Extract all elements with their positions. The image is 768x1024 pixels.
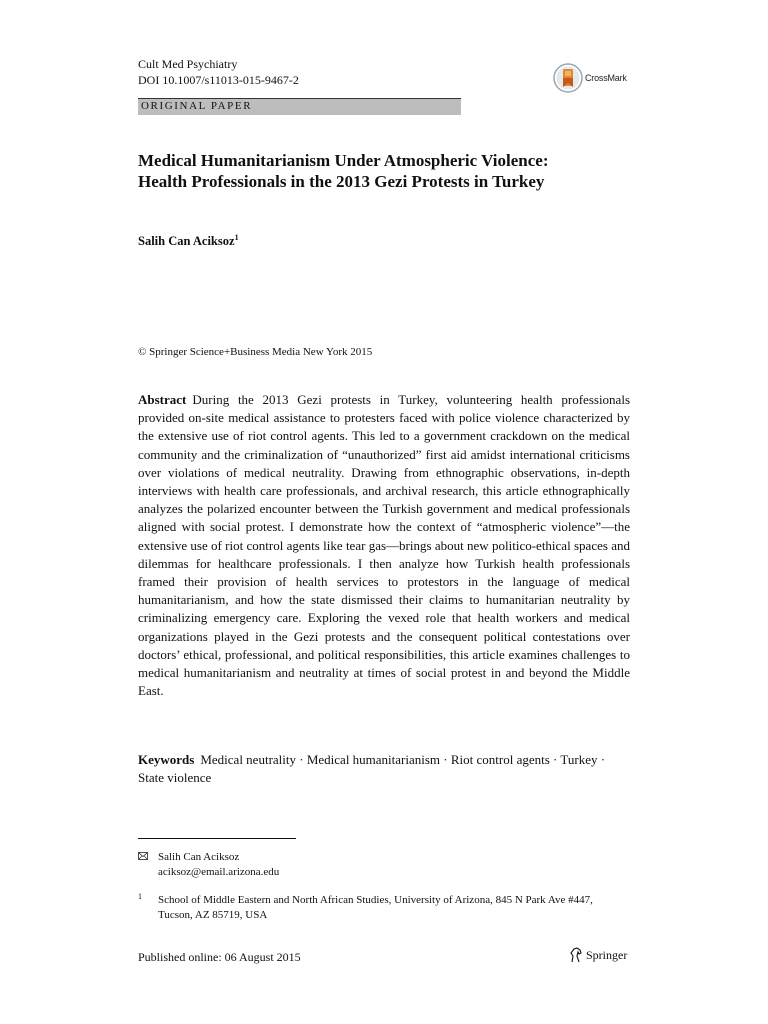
- publisher-logo: [569, 947, 627, 963]
- contact-name: Salih Can Aciksoz: [158, 851, 240, 863]
- footnote-divider: [138, 838, 296, 839]
- abstract-text: During the 2013 Gezi protests in Turkey, volunteering health professionals provided on-site medical assistance to protesters faced with police violence characterized by the extensive use of riot control agents. This led to a government crackdown on the medical community and the criminalization of “unauthorized” first aid amidst international criticisms over violations of medical neutrality. Drawing from ethnographic observations, in-depth interviews with health care professionals, and archival research, this article ethnographically analyzes the polarized encounter between the Turkish government and medical professionals aligned with social protest. I demonstrate how the context of “atmospheric violence”—the extensive use of riot control agents like tear gas—brings about new politico-ethical spaces and dilemmas for healthcare professionals. I then analyze how Turkish health professionals framed their provision of health services to protestors in the language of medical humanitarianism, and how the state dismissed their claims to humanitarian neutrality by criminalizing emergency care. Exploring the vexed role that health workers and medical organizations played in the Gezi protests and the consequent political contestations over doctors’ ethical, professional, and political responsibilities, this article examines challenges to medical humanitarianism and neutrality at times of social protest in and beyond the Middle East.: [138, 392, 630, 699]
- article-title: Medical Humanitarianism Under Atmospheric Violence: Health Professionals in the 2013 Gezi Protests in Turkey: [138, 151, 549, 191]
- publisher-name: Springer: [586, 947, 628, 962]
- doi-text[interactable]: DOI 10.1007/s11013-015-9467-2: [138, 73, 299, 87]
- envelope-icon: [138, 852, 148, 860]
- journal-header: [138, 56, 299, 88]
- springer-horse-icon: [569, 947, 583, 963]
- affiliation-text: School of Middle Eastern and North African Studies, University of Arizona, 845 N Park Ave #447, Tucson, AZ 85719, USA: [158, 894, 593, 921]
- abstract-section: [138, 391, 630, 700]
- keywords-section: [138, 751, 630, 787]
- abstract-label: Abstract: [138, 392, 187, 407]
- section-banner: [138, 98, 461, 115]
- keywords-label: Keywords: [138, 752, 195, 767]
- author-affiliation-mark: 1: [234, 233, 239, 242]
- copyright-notice: © Springer Science+Business Media New York 2015: [138, 346, 373, 358]
- journal-name: Cult Med Psychiatry: [138, 57, 238, 71]
- affiliation-footnote: [138, 893, 630, 922]
- crossmark-icon: [553, 63, 583, 93]
- corresponding-author: [138, 850, 279, 879]
- section-label: ORIGINAL PAPER: [141, 100, 253, 112]
- author-line: [138, 233, 239, 249]
- affiliation-number: 1: [138, 892, 142, 901]
- keywords-text: Medical neutrality · Medical humanitarianism · Riot control agents · Turkey · State violence: [138, 752, 606, 786]
- crossmark-label: CrossMark: [585, 73, 627, 83]
- published-date: Published online: 06 August 2015: [138, 950, 301, 964]
- contact-email[interactable]: aciksoz@email.arizona.edu: [158, 865, 280, 878]
- author-name[interactable]: Salih Can Aciksoz: [138, 234, 235, 249]
- crossmark-badge[interactable]: [553, 62, 631, 94]
